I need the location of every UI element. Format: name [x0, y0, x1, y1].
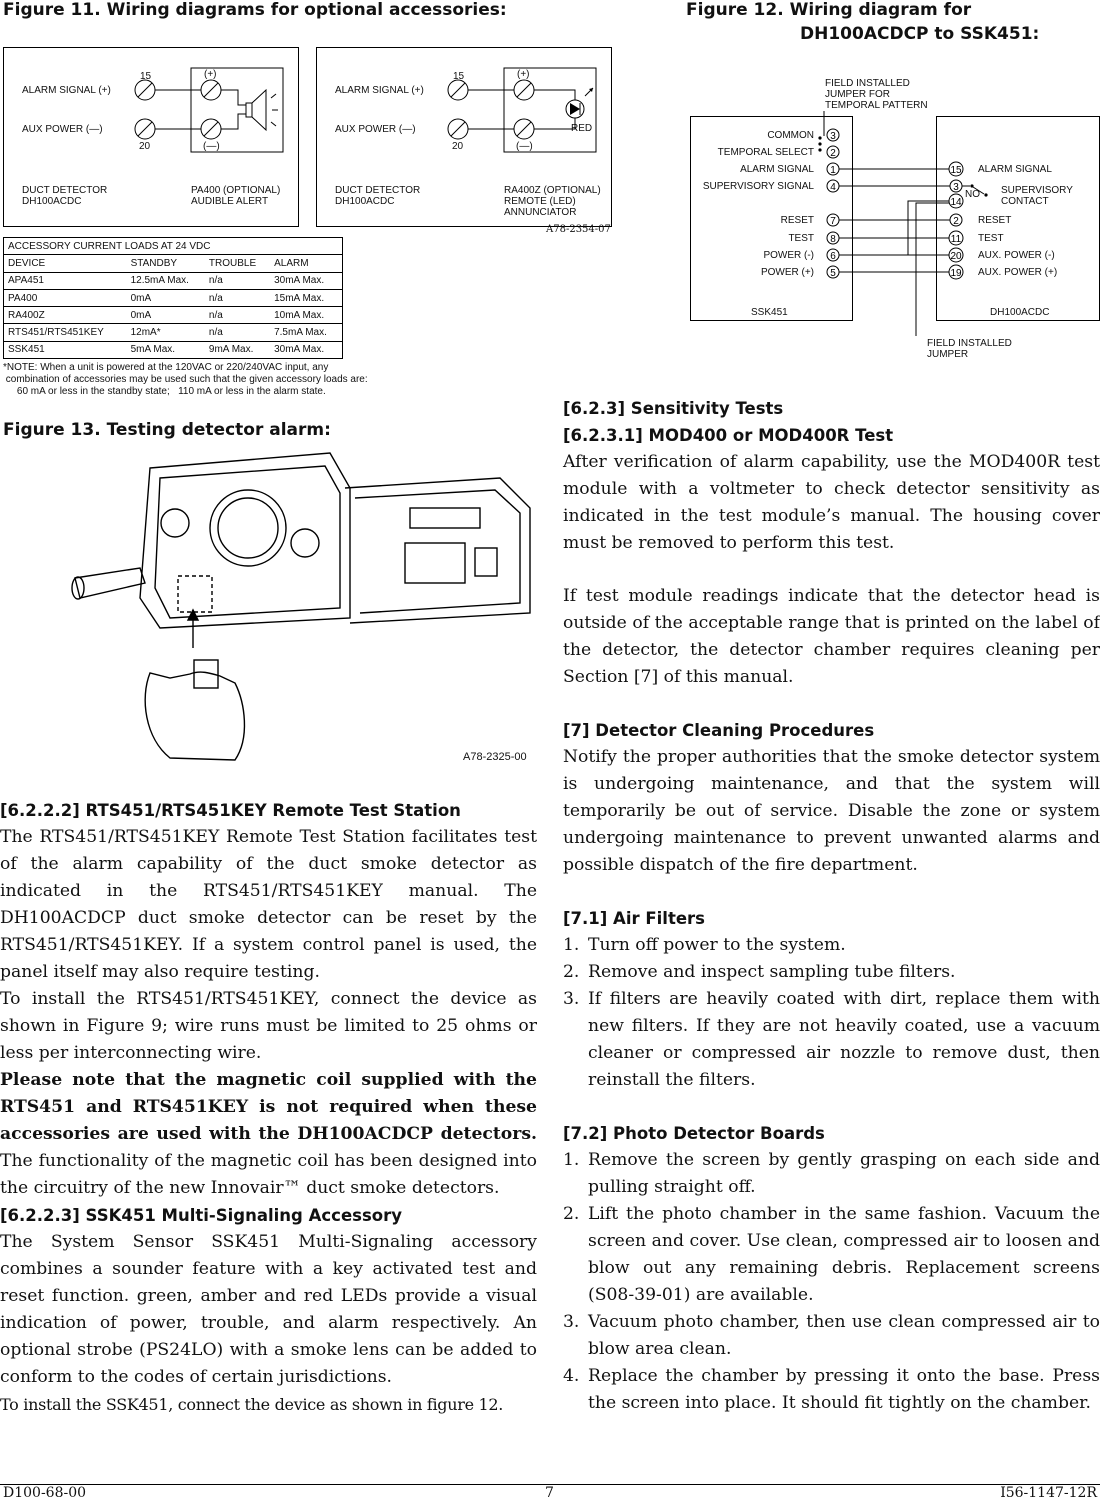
jumper-bottom-note: JUMPER	[927, 349, 969, 360]
table-cell: 5mA Max.	[127, 341, 205, 358]
jumper-bottom-note: FIELD INSTALLED	[927, 338, 1012, 349]
section-heading: [6.2.3.1] MOD400 or MOD400R Test	[563, 426, 894, 445]
fig12-wiring	[690, 76, 1100, 366]
section-heading: [6.2.2.2] RTS451/RTS451KEY Remote Test Station	[0, 801, 461, 820]
aux-power-label: AUX POWER (—)	[22, 124, 103, 135]
red-led-label: RED	[571, 123, 593, 134]
section-heading: [7] Detector Cleaning Procedures	[563, 721, 875, 740]
fig11-right-wiring	[317, 48, 613, 228]
paragraph	[0, 1067, 537, 1202]
figure-12-title: Figure 12. Wiring diagram for	[686, 0, 972, 20]
footer-part-number: I56-1147-12R	[1000, 1485, 1097, 1501]
accessory-label: RA400Z (OPTIONAL)	[504, 185, 601, 196]
table-header-row	[4, 255, 343, 272]
air-filter-steps	[563, 932, 1100, 1094]
ssk-terminal-label: SUPERVISORY SIGNAL	[702, 181, 814, 192]
dh-terminal-number: 2	[953, 216, 959, 227]
paragraph: To install the SSK451, connect the device as shown in figure 12.	[0, 1395, 504, 1414]
table-cell: 10mA Max.	[270, 307, 342, 324]
alarm-signal-label: ALARM SIGNAL (+)	[335, 85, 424, 96]
left-column	[0, 797, 537, 1418]
table-cell: n/a	[205, 289, 270, 306]
ssk-terminal-label: POWER (+)	[760, 267, 814, 278]
ssk-terminal-label: POWER (-)	[763, 250, 814, 261]
table-cell: RTS451/RTS451KEY	[4, 324, 127, 341]
terminal-15-label: 15	[140, 71, 152, 82]
device-model-label: DH100ACDC	[22, 196, 82, 207]
table-cell: 15mA Max.	[270, 289, 342, 306]
ssk-terminal-number: 2	[830, 148, 836, 159]
table-row	[4, 307, 343, 324]
plus-label: (+)	[517, 69, 530, 80]
fig11-right-diagram	[316, 47, 612, 227]
ssk-terminal-number: 4	[830, 182, 836, 193]
paragraph: The System Sensor SSK451 Multi-Signaling accessory combines a sounder feature with a key activated test and reset function. green, amber and red LEDs provide a visual indication of power, trouble, and alarm respectively. An optional strobe (PS24LO) with a smoke lens can be added to conform to the codes of certain jurisdictions.	[0, 1232, 537, 1387]
note-continuation: The functionality of the magnetic coil has been designed into the circuitry of the new Innovair™ duct smoke detectors.	[0, 1151, 537, 1198]
detector-test-illustration	[60, 448, 540, 764]
accessory-desc-label: AUDIBLE ALERT	[191, 196, 269, 207]
dh-terminal-number: 3	[953, 182, 959, 193]
paragraph: Notify the proper authorities that the smoke detector system is undergoing maintenance, and that the system will temporarily be out of service. Disable the zone or system undergoing maintenance to prevent unwanted alarms and possible dispatch of the fire department.	[563, 747, 1100, 875]
figure-11-title: Figure 11. Wiring diagrams for optional accessories:	[3, 0, 507, 20]
dh-terminal-label: ALARM SIGNAL	[978, 164, 1052, 175]
ssk-terminal-label: ALARM SIGNAL	[740, 164, 814, 175]
dh-terminal-label: AUX. POWER (+)	[978, 267, 1058, 278]
fig11-left-diagram	[3, 47, 299, 227]
section-heading: [6.2.2.3] SSK451 Multi-Signaling Accessory	[0, 1206, 403, 1225]
section-heading: [6.2.3] Sensitivity Tests	[563, 399, 784, 418]
figure-13-title: Figure 13. Testing detector alarm:	[3, 420, 331, 440]
terminal-15-label: 15	[453, 71, 465, 82]
table-cell: 30mA Max.	[270, 272, 342, 289]
table-cell: SSK451	[4, 341, 127, 358]
table-cell: 7.5mA Max.	[270, 324, 342, 341]
dh-terminal-number: 20	[950, 251, 962, 262]
ssk-terminal-label: TEST	[788, 233, 814, 244]
list-item: 4. Replace the chamber by pressing it onto the base. Press the screen into place. It should fit tightly on the chamber.	[563, 1366, 1100, 1413]
paragraph: To install the RTS451/RTS451KEY, connect the device as shown in Figure 9; wire runs must be limited to 25 ohms or less per interconnecting wire.	[0, 989, 537, 1063]
table-cell: RA400Z	[4, 307, 127, 324]
table-title: ACCESSORY CURRENT LOADS AT 24 VDC	[4, 238, 343, 255]
ssk451-name: SSK451	[751, 307, 788, 318]
fig11-left-wiring	[4, 48, 300, 228]
table-cell: APA451	[4, 272, 127, 289]
table-row	[4, 324, 343, 341]
ssk-terminal-number: 1	[830, 165, 836, 176]
fig12-diagram	[690, 76, 1100, 366]
accessory-note: *NOTE: When a unit is powered at the 120VAC or 220/240VAC input, any combination of accessories may be used such that the given accessory loads are: 60 mA or less in the standby state; 110 mA or less in the alarm state.	[3, 362, 368, 397]
accessory-desc-label-2: ANNUNCIATOR	[504, 207, 577, 218]
plus-label: (+)	[204, 69, 217, 80]
accessory-current-table	[3, 237, 343, 359]
minus-label: (—)	[516, 141, 533, 152]
right-column	[563, 395, 1100, 1417]
fig13-drawing-code: A78-2325-00	[463, 751, 527, 763]
table-header: TROUBLE	[205, 255, 270, 272]
jumper-note-line: TEMPORAL PATTERN	[825, 100, 928, 111]
dh-terminal-label: RESET	[978, 215, 1012, 226]
accessory-desc-label: REMOTE (LED)	[504, 196, 576, 207]
dh-terminal-label: CONTACT	[1001, 196, 1049, 207]
ssk-terminal-number: 3	[830, 131, 836, 142]
ssk-terminal-number: 7	[830, 216, 836, 227]
table-row	[4, 272, 343, 289]
ssk-terminal-number: 8	[830, 234, 836, 245]
fig11-drawing-code: A78-2354-07	[546, 224, 611, 235]
table-header: DEVICE	[4, 255, 127, 272]
bold-note: Please note that the magnetic coil supplied with the RTS451 and RTS451KEY is not required when these accessories are used with the DH100ACDCP detectors.	[0, 1070, 537, 1144]
normally-open-label: NO	[965, 189, 980, 200]
section-heading: [7.2] Photo Detector Boards	[563, 1124, 825, 1143]
device-label: DUCT DETECTOR	[22, 185, 108, 196]
device-label: DUCT DETECTOR	[335, 185, 421, 196]
jumper-note-line: JUMPER FOR	[825, 89, 890, 100]
ssk-terminal-number: 6	[830, 251, 836, 262]
photo-board-steps	[563, 1147, 1100, 1417]
list-item: 3. Vacuum photo chamber, then use clean compressed air to blow area clean.	[563, 1312, 1100, 1359]
dh100acdc-name: DH100ACDC	[990, 307, 1050, 318]
table-cell: n/a	[205, 272, 270, 289]
dh-terminal-number: 11	[950, 234, 962, 245]
table-cell: n/a	[205, 324, 270, 341]
section-heading: [7.1] Air Filters	[563, 909, 705, 928]
accessory-label: PA400 (OPTIONAL)	[191, 185, 281, 196]
table-cell: PA400	[4, 289, 127, 306]
table-cell: 30mA Max.	[270, 341, 342, 358]
minus-label: (—)	[203, 141, 220, 152]
table-cell: 0mA	[127, 289, 205, 306]
table-cell: n/a	[205, 307, 270, 324]
aux-power-label: AUX POWER (—)	[335, 124, 416, 135]
jumper-note-line: FIELD INSTALLED	[825, 78, 910, 89]
list-item: 1. Remove the screen by gently grasping on each side and pulling straight off.	[563, 1150, 1100, 1197]
dh-terminal-number: 14	[950, 197, 962, 208]
table-header: STANDBY	[127, 255, 205, 272]
figure-12-title-line2: DH100ACDCP to SSK451:	[800, 24, 1040, 44]
table-header: ALARM	[270, 255, 342, 272]
ssk-terminal-number: 5	[830, 268, 836, 279]
paragraph: After verification of alarm capability, use the MOD400R test module with a voltmeter to check detector sensitivity as indicated in the test module’s manual. The housing cover must be removed to perform this test.	[563, 452, 1100, 553]
ssk-terminal-label: RESET	[780, 215, 814, 226]
ssk-terminal-label: TEMPORAL SELECT	[717, 147, 814, 158]
table-cell: 0mA	[127, 307, 205, 324]
dh-terminal-label: SUPERVISORY	[1001, 185, 1073, 196]
list-item: 1. Turn off power to the system.	[563, 935, 846, 955]
table-cell: 12.5mA Max.	[127, 272, 205, 289]
dh-terminal-number: 15	[950, 165, 962, 176]
paragraph: If test module readings indicate that the detector head is outside of the acceptable range that is printed on the label of the detector, the detector chamber requires cleaning per Section [7] of this manual.	[563, 586, 1100, 687]
paragraph: The RTS451/RTS451KEY Remote Test Station facilitates test of the alarm capability of the duct smoke detector as indicated in the RTS451/RTS451KEY manual. The DH100ACDCP duct smoke detector can be reset by the RTS451/RTS451KEY. If a system control panel is used, the panel itself may also require testing.	[0, 827, 537, 982]
list-item: 2. Remove and inspect sampling tube filters.	[563, 962, 956, 982]
alarm-signal-label: ALARM SIGNAL (+)	[22, 85, 111, 96]
page-number: 7	[545, 1485, 554, 1501]
terminal-20-label: 20	[452, 141, 464, 152]
table-cell: 9mA Max.	[205, 341, 270, 358]
dh-terminal-number: 19	[950, 268, 962, 279]
device-model-label: DH100ACDC	[335, 196, 395, 207]
ssk-terminal-label: COMMON	[767, 130, 814, 141]
table-cell: 12mA*	[127, 324, 205, 341]
table-row	[4, 289, 343, 306]
dh-terminal-label: AUX. POWER (-)	[978, 250, 1055, 261]
terminal-20-label: 20	[139, 141, 151, 152]
table-row	[4, 341, 343, 358]
footer-doc-number: D100-68-00	[3, 1485, 87, 1501]
list-item: 3. If filters are heavily coated with dirt, replace them with new filters. If they are not heavily coated, use a vacuum cleaner or compressed air nozzle to remove dust, then reinstall the filters.	[563, 989, 1100, 1090]
dh-terminal-label: TEST	[978, 233, 1004, 244]
list-item: 2. Lift the photo chamber in the same fashion. Vacuum the screen and cover. Use clean, compressed air to loosen and blow out any remaining debris. Replacement screens (S08-39-01) are available.	[563, 1204, 1100, 1305]
